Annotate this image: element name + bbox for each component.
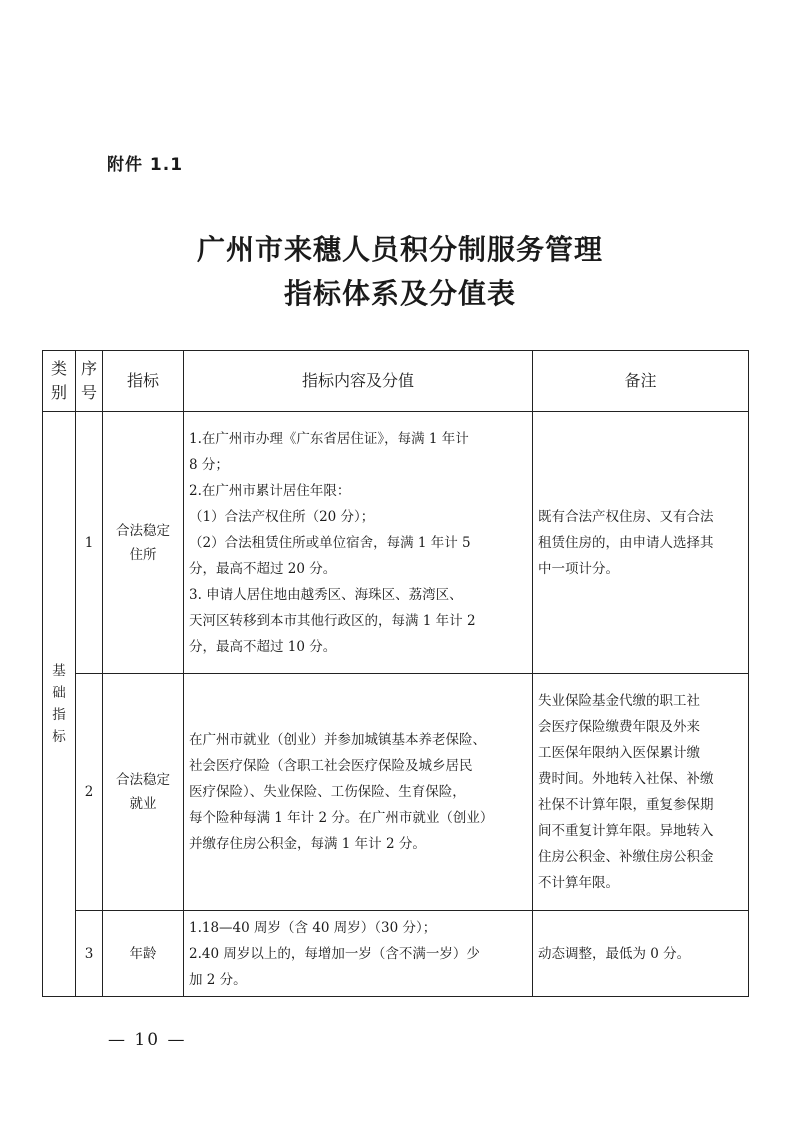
- page-number: — 10 —: [108, 1030, 187, 1050]
- header-content: 指标内容及分值: [184, 351, 533, 412]
- row-content: 在广州市就业（创业）并参加城镇基本养老保险、 社会医疗保险（含职工社会医疗保险及城乡居民 医疗保险）、失业保险、工伤保险、生育保险， 每个险种每满 1 年计 2 分。在广州市就业（创业） 并缴存住房公积金，每满 1 年计 2 分。: [184, 674, 533, 911]
- indicator-table: [42, 350, 749, 997]
- table-row: [43, 674, 749, 911]
- row-indicator: 合法稳定 住所: [103, 412, 184, 674]
- row-remark: 失业保险基金代缴的职工社 会医疗保险缴费年限及外来 工医保年限纳入医保累计缴 费时间。外地转入社保、补缴 社保不计算年限，重复参保期 间不重复计算年限。异地转入 住房公积金、补缴住房公积金 不计算年限。: [533, 674, 749, 911]
- table-row: [43, 412, 749, 674]
- attachment-label: 附件 1.1: [107, 155, 184, 175]
- table-header-row: [43, 351, 749, 412]
- row-index: 2: [76, 674, 103, 911]
- row-index: 3: [76, 911, 103, 997]
- header-category: 类 别: [43, 351, 76, 412]
- document-title-line2: 指标体系及分值表: [283, 277, 516, 310]
- row-content: 1.在广州市办理《广东省居住证》，每满 1 年计 8 分； 2.在广州市累计居住年限： （1）合法产权住所（20 分）； （2）合法租赁住所或单位宿舍，每满 1 年计 5 分，最高不超过 20 分。 3. 申请人居住地由越秀区、海珠区、荔湾区、 天河区转移到本市其他行政区的，每满 1 年计 2 分，最高不超过 10 分。: [184, 412, 533, 674]
- header-remark: 备注: [533, 351, 749, 412]
- row-remark: 动态调整，最低为 0 分。: [533, 911, 749, 997]
- row-index: 1: [76, 412, 103, 674]
- row-indicator: 合法稳定 就业: [103, 674, 184, 911]
- document-title-line1: 广州市来穗人员积分制服务管理: [196, 233, 603, 266]
- table-row: [43, 911, 749, 997]
- row-indicator: 年龄: [103, 911, 184, 997]
- category-basic-cell: 基 础 指 标: [43, 412, 76, 997]
- row-content: 1.18—40 周岁（含 40 周岁）（30 分）； 2.40 周岁以上的，每增加一岁（含不满一岁）少 加 2 分。: [184, 911, 533, 997]
- header-index: 序 号: [76, 351, 103, 412]
- header-indicator: 指标: [103, 351, 184, 412]
- row-remark: 既有合法产权住房、又有合法 租赁住房的，由申请人选择其 中一项计分。: [533, 412, 749, 674]
